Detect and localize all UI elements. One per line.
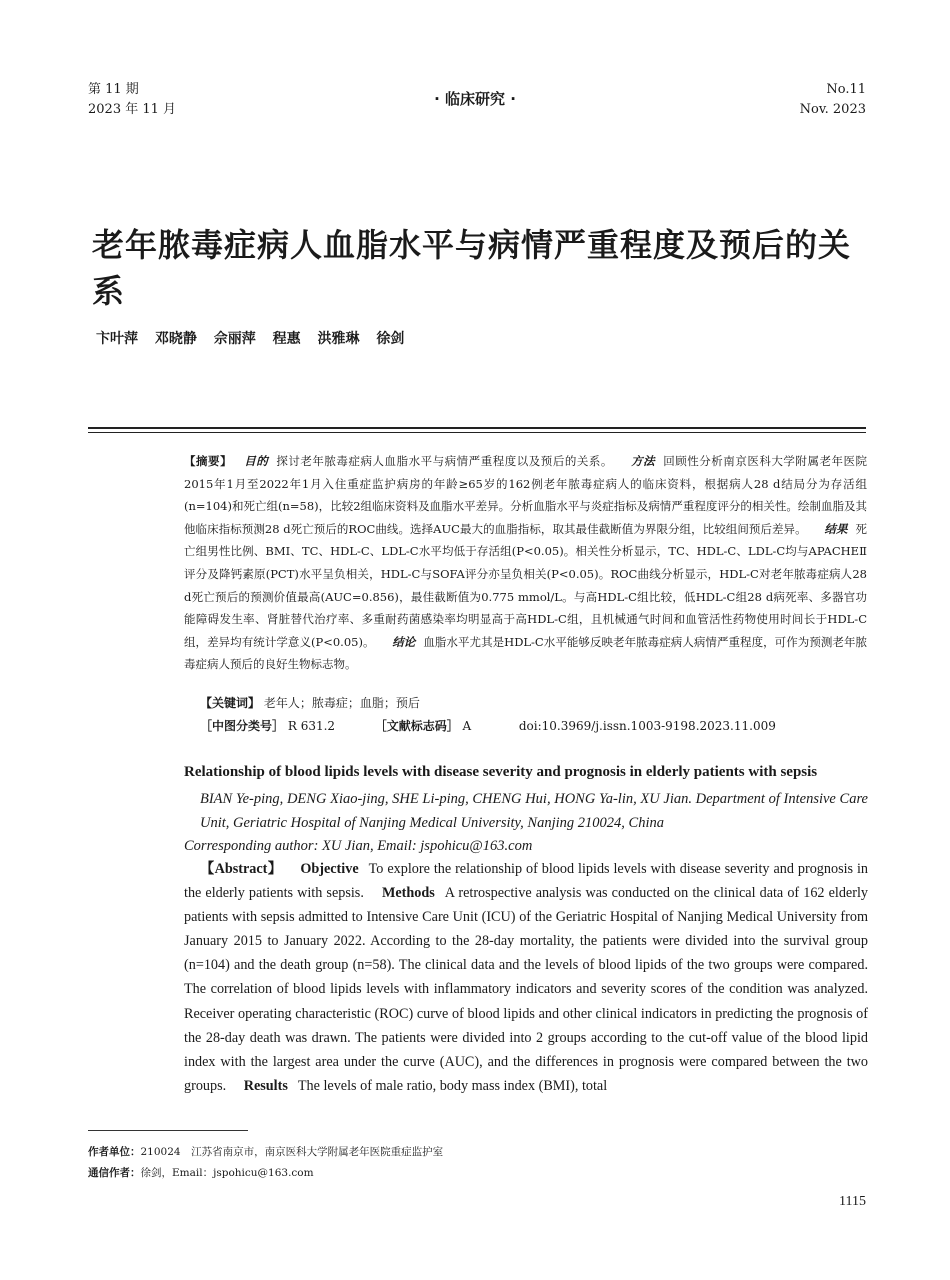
doi: doi:10.3969/j.issn.1003-9198.2023.11.009 xyxy=(518,719,776,733)
article-title: 老年脓毒症病人血脂水平与病情严重程度及预后的关系 xyxy=(92,226,852,310)
author-name: 徐剑 xyxy=(376,331,405,347)
author-name: 洪雅琳 xyxy=(317,331,360,347)
results-label-en: Results xyxy=(243,1077,288,1094)
abstract-cn xyxy=(184,450,867,676)
methods-label-en: Methods xyxy=(381,885,435,902)
methods-text-cn: 回顾性分析南京医科大学附属老年医院2015年1月至2022年1月入住重症监护病房的年龄≥65岁的162例老年脓毒症病人的临床资料，根据病人28 d结局分为存活组(n=104)和死亡组(n=58)，比较2组临床资料及血脂水平差异。分析血脂水平与炎症指标及病情严重程度评分的相关性。绘制血脂及其他临床指标预测28 d死亡预后的ROC曲线。选择AUC最大的血脂指标，取其最佳截断值为界限分组，比较组间预后差异。 xyxy=(184,454,868,536)
conclusion-label-cn: 结论 xyxy=(392,634,416,649)
correspondence-tag: 通信作者： xyxy=(88,1167,141,1179)
author-name: 佘丽萍 xyxy=(213,331,256,347)
issue-date-cn: 2023 年 11 月 xyxy=(88,102,177,117)
conclusion-text-cn: 血脂水平尤其是HDL-C水平能够反映老年脓毒症病人病情严重程度，可作为预测老年脓毒症病人预后的良好生物标志物。 xyxy=(184,634,867,672)
footnote-affiliation xyxy=(88,1144,443,1159)
issue-date-en: Nov. 2023 xyxy=(799,102,866,117)
journal-issue-en xyxy=(800,80,866,120)
keywords-text: 老年人；脓毒症；血脂；预后 xyxy=(263,696,420,710)
affiliation-tag: 作者单位： xyxy=(88,1146,141,1158)
issue-number-en: No.11 xyxy=(826,82,866,97)
english-authors xyxy=(184,788,868,859)
objective-label-cn: 目的 xyxy=(244,454,269,468)
section-heading: · 临床研究 · xyxy=(434,90,516,108)
english-author-line: BIAN Ye-ping, DENG Xiao-jing, SHE Li-ping, CHENG Hui, HONG Ya-lin, XU Jian. Department of Intensive Care Unit, Geriatric Hospital of Nanjing Medical University, Nanjing 210024, China xyxy=(200,791,868,831)
objective-label-en: Objective xyxy=(300,861,359,877)
divider-thick xyxy=(88,427,866,429)
english-title: Relationship of blood lipids levels with disease severity and prognosis in elderly patients with sepsis xyxy=(184,764,818,780)
author-name: 卞叶萍 xyxy=(96,331,138,347)
affiliation-text: 210024 江苏省南京市，南京医科大学附属老年医院重症监护室 xyxy=(140,1146,444,1158)
footnote-correspondence xyxy=(88,1165,314,1180)
correspondence-text: 徐剑，Email：jspohicu@163.com xyxy=(140,1167,314,1179)
author-list xyxy=(96,328,416,348)
clc-value: R 631.2 xyxy=(287,719,336,733)
issue-number-cn: 第 11 期 xyxy=(88,82,139,97)
abstract-cn-tag: 【摘要】 xyxy=(184,454,233,468)
footnote-divider xyxy=(88,1130,248,1131)
classification-line xyxy=(200,717,867,734)
objective-text-en: To explore the relationship of blood lipids levels with disease severity and prognosis in the elderly patients with sepsis. xyxy=(184,861,869,902)
results-text-en: The levels of male ratio, body mass index (BMI), total xyxy=(297,1077,608,1094)
results-label-cn: 结果 xyxy=(824,521,848,536)
keywords xyxy=(200,694,420,711)
author-name: 程惠 xyxy=(272,331,301,347)
results-text-cn: 死亡组男性比例、BMI、TC、HDL-C、LDL-C水平均低于存活组(P<0.05)。相关性分析显示，TC、HDL-C、LDL-C均与APACHEⅡ评分及降钙素原(PCT)水平呈负相关，HDL-C与SOFA评分亦呈负相关(P<0.05)。ROC曲线分析显示，HDL-C对老年脓毒症病人28 d死亡预后的预测价值最高(AUC=0.856)，最佳截断值为0.775 mmol/L。与高HDL-C组比较，低HDL-C组28 d病死率、多器官功能障碍发生率、肾脏替代治疗率、多重耐药菌感染率均明显高于高HDL-C组，且机械通气时间和血管活性药物使用时间长于HDL-C组，差异均有统计学意义(P<0.05)。 xyxy=(184,521,868,649)
page-number: 1115 xyxy=(839,1194,866,1209)
doc-code-tag: ［文献标志码］ xyxy=(374,719,459,733)
methods-text-en: A retrospective analysis was conducted on the clinical data of 162 elderly patients with sepsis admitted to Intensive Care Unit (ICU) of the Geriatric Hospital of Nanjing Medical University from January 2015 to January 2022. According to the 28-day mortality, the patients were divided into the survival group (n=104) and the death group (n=58). The clinical data and the levels of blood lipids of the two groups were compared. The correlation of blood lipids levels with inflammatory indicators and severity scores of the condition was analyzed. Receiver operating characteristic (ROC) curve of blood lipids and other clinical indicators in predicting the prognosis of the 28-day death was drawn. The patients were divided into 2 groups according to the cut-off value of the blood lipid index with the largest area under the curve (AUC), and the differences in prognosis were compared between the two groups. xyxy=(184,885,868,1094)
keywords-tag: 【关键词】 xyxy=(200,696,261,710)
corresponding-author-en: Corresponding author: XU Jian, Email: jspohicu@163.com xyxy=(184,838,533,854)
methods-label-cn: 方法 xyxy=(631,454,656,468)
objective-text-cn: 探讨老年脓毒症病人血脂水平与病情严重程度以及预后的关系。 xyxy=(276,454,613,468)
clc-tag: ［中图分类号］ xyxy=(200,719,285,733)
abstract-en-tag: 【Abstract】 xyxy=(200,861,283,877)
divider-thin xyxy=(88,432,866,433)
abstract-en xyxy=(184,857,868,1098)
doc-code-value: A xyxy=(462,719,472,733)
author-name: 邓晓静 xyxy=(154,331,197,347)
